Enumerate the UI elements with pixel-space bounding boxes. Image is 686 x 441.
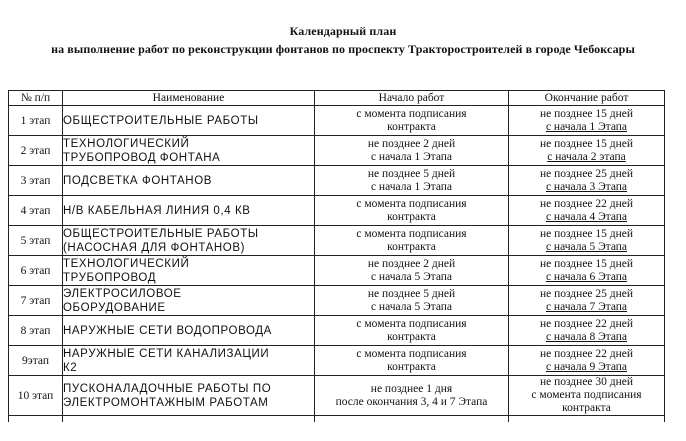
stage-name — [63, 196, 315, 226]
stage-end — [509, 316, 665, 346]
stage-name-line: ОБОРУДОВАНИЕ — [63, 301, 166, 314]
stage-end — [509, 256, 665, 286]
table-body — [9, 106, 665, 423]
stage-start-line: не позднее 5 дней — [367, 167, 456, 180]
stage-name-line: НАРУЖНЫЕ СЕТИ КАНАЛИЗАЦИИ — [63, 347, 270, 360]
stage-name-line: ПОДСВЕТКА ФОНТАНОВ — [63, 174, 213, 187]
stage-end-line: контракта — [562, 402, 611, 414]
stage-end — [509, 106, 665, 136]
stage-start — [315, 376, 509, 416]
stage-number: 8 этап — [9, 316, 63, 346]
stage-name — [63, 256, 315, 286]
header-num: № п/п — [9, 91, 63, 106]
stage-start-line: после окончания 3, 4 и 7 Этапа — [335, 395, 488, 408]
stage-end-line: с начала 7 Этапа — [545, 300, 628, 313]
stage-end-line: не позднее 30 дней — [539, 376, 634, 388]
table-row — [9, 256, 665, 286]
header-start: Начало работ — [315, 91, 509, 106]
stage-name-line: К2 — [63, 361, 78, 374]
stage-number: 6 этап — [9, 256, 63, 286]
stage-number: 3 этап — [9, 166, 63, 196]
stage-end-line: не позднее 22 дней — [539, 347, 634, 360]
stage-name-line: ТРУБОПРОВОД ФОНТАНА — [63, 151, 221, 164]
stage-start-line: с момента подписания — [356, 227, 467, 240]
stage-end — [509, 196, 665, 226]
stage-start-line: контракта — [387, 330, 436, 343]
stage-end-line: не позднее 15 дней — [539, 257, 634, 270]
stage-name-line: ОБЩЕСТРОИТЕЛЬНЫЕ РАБОТЫ — [63, 114, 259, 127]
stage-name — [63, 316, 315, 346]
table-row — [9, 316, 665, 346]
stage-number: 10 этап — [9, 376, 63, 416]
stage-end-line: с момента подписания — [531, 389, 642, 401]
stage-start — [315, 166, 509, 196]
stage-end-line: с начала 6 Этапа — [545, 270, 628, 283]
table-header — [9, 91, 665, 106]
stage-end — [509, 226, 665, 256]
header-name: Наименование — [63, 91, 315, 106]
document-title: Календарный план — [289, 24, 397, 38]
table-row — [9, 106, 665, 136]
stage-start-line: с момента подписания — [356, 197, 467, 210]
stage-name — [63, 106, 315, 136]
stage-end-line: с начала 3 Этапа — [545, 180, 628, 193]
stage-name-line: Н/В КАБЕЛЬНАЯ ЛИНИЯ 0,4 КВ — [63, 204, 251, 217]
stage-start — [315, 226, 509, 256]
schedule-table — [8, 90, 665, 422]
empty-cell — [509, 416, 665, 423]
stage-start — [315, 346, 509, 376]
stage-number: 5 этап — [9, 226, 63, 256]
header-row — [9, 91, 665, 106]
stage-name-line: (НАСОСНАЯ ДЛЯ ФОНТАНОВ) — [63, 241, 246, 254]
table-row-partial — [9, 416, 665, 423]
stage-start-line: контракта — [387, 120, 436, 133]
stage-name-line: ОБЩЕСТРОИТЕЛЬНЫЕ РАБОТЫ — [63, 227, 259, 240]
stage-end — [509, 136, 665, 166]
table-row — [9, 226, 665, 256]
stage-name — [63, 376, 315, 416]
stage-end-line: не позднее 15 дней — [539, 227, 634, 240]
stage-start-line: с начала 5 Этапа — [370, 270, 453, 283]
stage-end-line: не позднее 22 дней — [539, 197, 634, 210]
stage-number: 4 этап — [9, 196, 63, 226]
table-row — [9, 196, 665, 226]
stage-start-line: контракта — [387, 240, 436, 253]
stage-name — [63, 286, 315, 316]
stage-end-line: не позднее 15 дней — [539, 137, 634, 150]
stage-name-line: ТЕХНОЛОГИЧЕСКИЙ — [63, 257, 190, 270]
stage-end-line: не позднее 22 дней — [539, 317, 634, 330]
stage-start — [315, 256, 509, 286]
empty-cell — [315, 416, 509, 423]
document-header — [0, 22, 686, 58]
stage-name — [63, 226, 315, 256]
stage-start-line: не позднее 2 дней — [367, 257, 456, 270]
stage-end-line: не позднее 25 дней — [539, 167, 634, 180]
table-row — [9, 136, 665, 166]
stage-end-line: с начала 9 Этапа — [545, 360, 628, 373]
stage-name-line: НАРУЖНЫЕ СЕТИ ВОДОПРОВОДА — [63, 324, 272, 337]
stage-start-line: с начала 5 Этапа — [370, 300, 453, 313]
stage-start-line: с начала 1 Этапа — [370, 180, 453, 193]
stage-end-line: не позднее 15 дней — [539, 107, 634, 120]
stage-start-line: не позднее 5 дней — [367, 287, 456, 300]
stage-start-line: с момента подписания — [356, 347, 467, 360]
stage-end-line: с начала 5 Этапа — [545, 240, 628, 253]
table-row — [9, 346, 665, 376]
stage-name-line: ЭЛЕКТРОМОНТАЖНЫМ РАБОТАМ — [63, 396, 269, 409]
stage-end-line: с начала 4 Этапа — [545, 210, 628, 223]
document-subtitle: на выполнение работ по реконструкции фонтанов по проспекту Тракторостроителей в городе Чебоксары — [51, 42, 635, 56]
stage-start-line: не позднее 1 дня — [370, 382, 453, 395]
stage-start-line: с начала 1 Этапа — [370, 150, 453, 163]
stage-start-line: с момента подписания — [356, 107, 467, 120]
empty-cell — [9, 416, 63, 423]
stage-end — [509, 286, 665, 316]
stage-start — [315, 196, 509, 226]
stage-end — [509, 376, 665, 416]
table-row — [9, 376, 665, 416]
stage-number: 1 этап — [9, 106, 63, 136]
stage-end-line: с начала 2 этапа — [547, 150, 626, 163]
stage-name — [63, 166, 315, 196]
stage-name-line: ЭЛЕКТРОСИЛОВОЕ — [63, 287, 182, 300]
stage-start — [315, 316, 509, 346]
stage-end — [509, 166, 665, 196]
stage-number: 2 этап — [9, 136, 63, 166]
stage-start-line: контракта — [387, 210, 436, 223]
stage-name — [63, 346, 315, 376]
stage-start-line: не позднее 2 дней — [367, 137, 456, 150]
stage-name — [63, 136, 315, 166]
stage-start — [315, 286, 509, 316]
header-end: Окончание работ — [509, 91, 665, 106]
stage-start — [315, 106, 509, 136]
stage-number: 9этап — [9, 346, 63, 376]
stage-number: 7 этап — [9, 286, 63, 316]
table-row — [9, 166, 665, 196]
stage-end — [509, 346, 665, 376]
stage-name-line: ТЕХНОЛОГИЧЕСКИЙ — [63, 137, 190, 150]
stage-start — [315, 136, 509, 166]
empty-cell — [63, 416, 315, 423]
table-row — [9, 286, 665, 316]
stage-end-line: с начала 8 Этапа — [545, 330, 628, 343]
stage-name-line: ПУСКОНАЛАДОЧНЫЕ РАБОТЫ ПО — [63, 382, 272, 395]
stage-name-line: ТРУБОПРОВОД — [63, 271, 157, 284]
stage-end-line: с начала 1 Этапа — [545, 120, 628, 133]
stage-start-line: с момента подписания — [356, 317, 467, 330]
stage-end-line: не позднее 25 дней — [539, 287, 634, 300]
stage-start-line: контракта — [387, 360, 436, 373]
